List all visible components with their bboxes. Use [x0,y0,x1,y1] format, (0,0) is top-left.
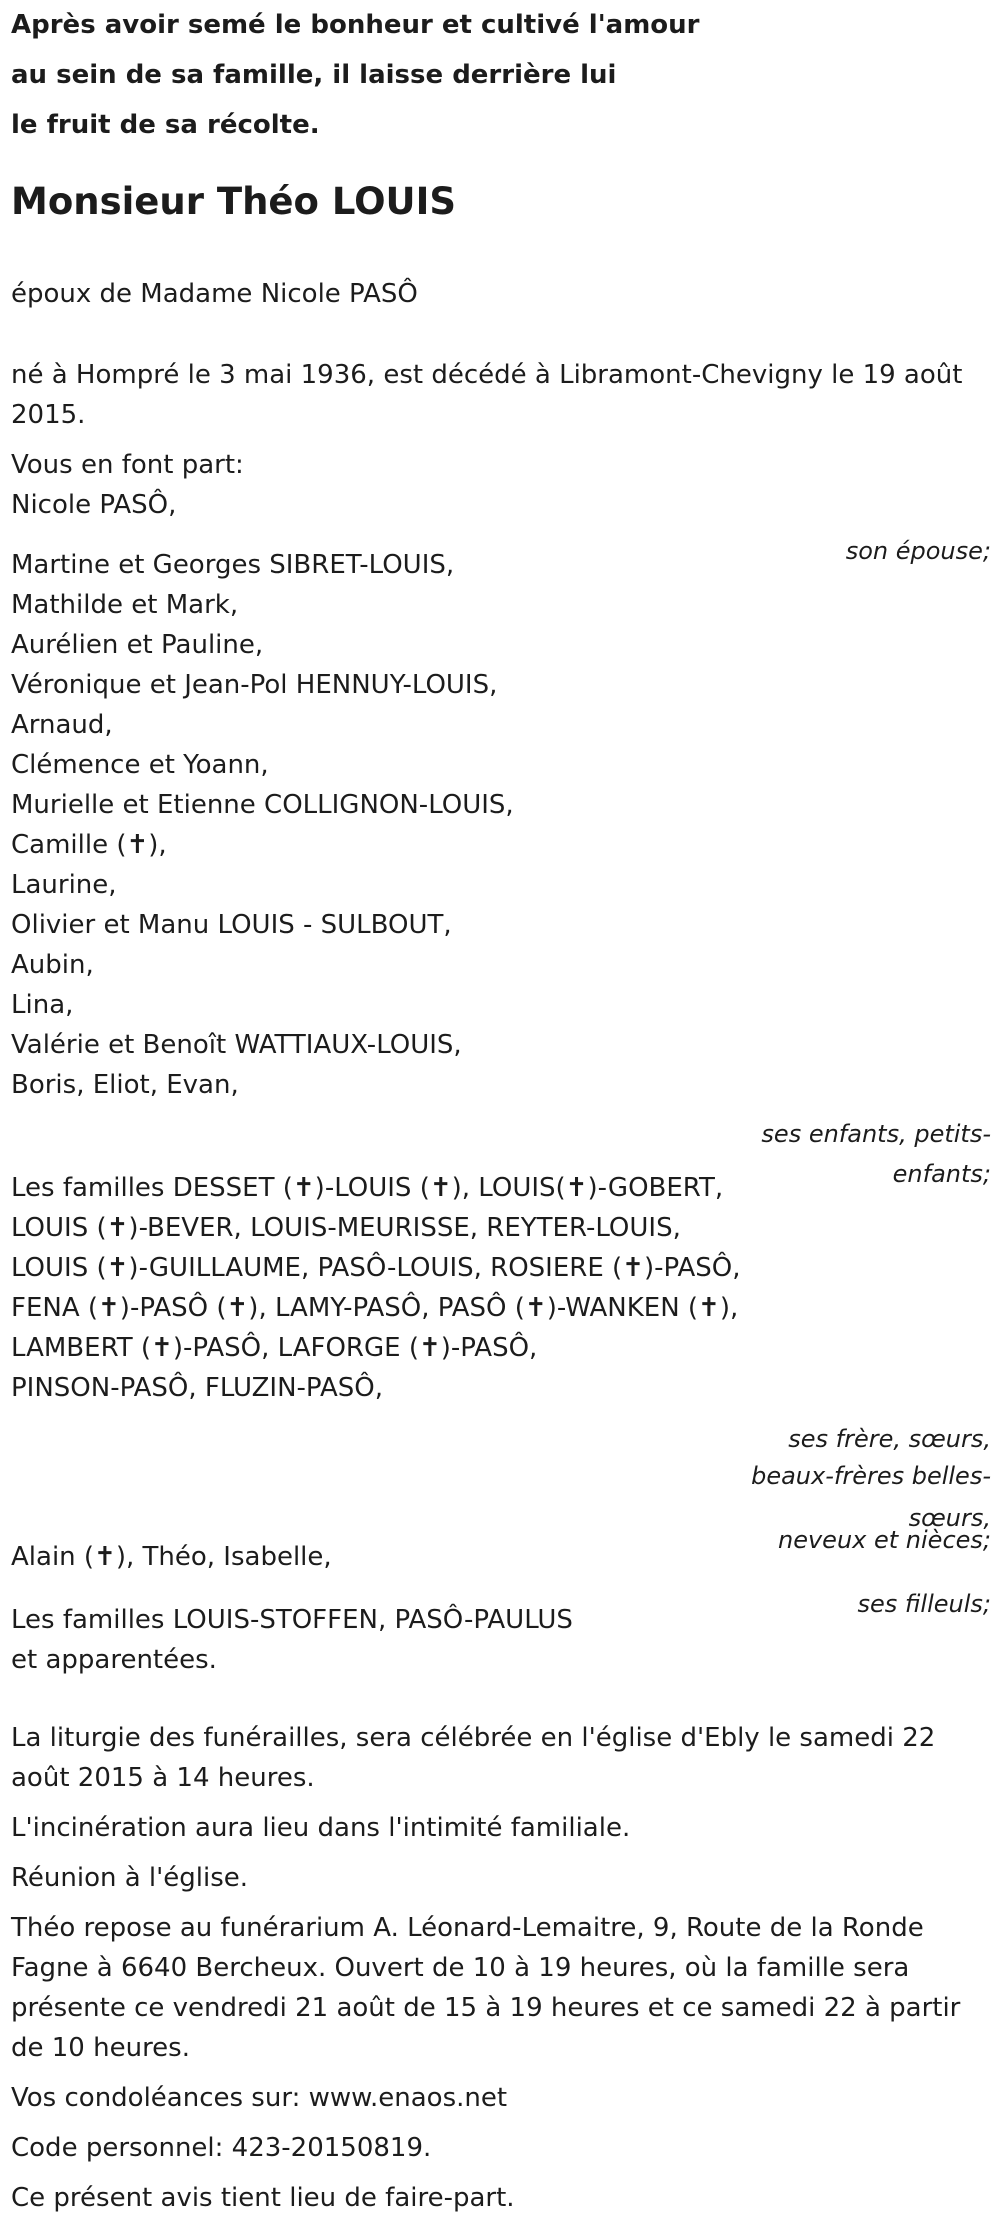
children-list [11,545,514,1105]
list-item: Mathilde et Mark, [11,590,239,620]
list-item: Les familles DESSET (✝)-LOUIS (✝), LOUIS(✝)-GOBERT, [11,1173,724,1203]
list-item: FENA (✝)-PASÔ (✝), LAMY-PASÔ, PASÔ (✝)-WANKEN (✝), [11,1293,739,1323]
list-item: Murielle et Etienne COLLIGNON-LOUIS, [11,790,514,820]
godchildren-line: Alain (✝), Théo, Isabelle, [11,1542,332,1572]
list-item: Martine et Georges SIBRET-LOUIS, [11,550,455,580]
epitaph-line: Après avoir semé le bonheur et cultivé l'amour [11,10,700,40]
children-role: ses enfants, petits- [761,1120,991,1148]
funerarium-line: présente ce vendredi 21 août de 15 à 19 heures et ce samedi 22 à partir [11,1993,961,2023]
list-item: LAMBERT (✝)-PASÔ, LAFORGE (✝)-PASÔ, [11,1333,538,1363]
families-role: ses frère, sœurs, [788,1425,991,1453]
notice-line: Ce présent avis tient lieu de faire-part. [11,2183,515,2213]
condolences-line: Vos condoléances sur: www.enaos.net [11,2083,508,2113]
spouse-role: son épouse; [845,537,991,565]
list-item: Olivier et Manu LOUIS - SULBOUT, [11,910,452,940]
liturgy-line: La liturgie des funérailles, sera célébrée en l'église d'Ebly le samedi 22 [11,1723,936,1753]
funerarium-line: Théo repose au funérarium A. Léonard-Lemaitre, 9, Route de la Ronde [11,1913,924,1943]
list-item: Lina, [11,990,74,1020]
reunion-line: Réunion à l'église. [11,1863,249,1893]
epitaph-line: au sein de sa famille, il laisse derrière lui [11,60,617,90]
godchildren-role: ses filleuls; [857,1590,991,1618]
others-line: Les familles LOUIS-STOFFEN, PASÔ-PAULUS [11,1605,573,1635]
children-role: enfants; [892,1160,991,1188]
list-item: PINSON-PASÔ, FLUZIN-PASÔ, [11,1373,383,1403]
list-item: Clémence et Yoann, [11,750,269,780]
spouse-line: époux de Madame Nicole PASÔ [11,279,418,309]
spouse-name: Nicole PASÔ, [11,490,177,520]
families-role: beaux-frères belles- [751,1462,991,1490]
list-item: Boris, Eliot, Evan, [11,1070,239,1100]
list-item: Aurélien et Pauline, [11,630,264,660]
epitaph-line: le fruit de sa récolte. [11,110,320,140]
birth-death-line: 2015. [11,400,86,430]
list-item: Laurine, [11,870,117,900]
incineration-line: L'incinération aura lieu dans l'intimité familiale. [11,1813,631,1843]
families-role: sœurs, [908,1504,991,1532]
others-line: et apparentées. [11,1645,217,1675]
families-role: neveux et nièces; [778,1526,991,1554]
birth-death-line: né à Hompré le 3 mai 1936, est décédé à Libramont-Chevigny le 19 août [11,360,963,390]
list-item: Camille (✝), [11,830,167,860]
funerarium-line: Fagne à 6640 Bercheux. Ouvert de 10 à 19 heures, où la famille sera [11,1953,910,1983]
list-item: Valérie et Benoît WATTIAUX-LOUIS, [11,1030,462,1060]
list-item: LOUIS (✝)-BEVER, LOUIS-MEURISSE, REYTER-LOUIS, [11,1213,681,1243]
list-item: Arnaud, [11,710,113,740]
families-list [11,1168,741,1408]
personal-code-line: Code personnel: 423-20150819. [11,2133,432,2163]
deceased-name: Monsieur Théo LOUIS [11,180,456,223]
list-item: LOUIS (✝)-GUILLAUME, PASÔ-LOUIS, ROSIERE (✝)-PASÔ, [11,1253,741,1283]
liturgy-line: août 2015 à 14 heures. [11,1763,315,1793]
list-item: Véronique et Jean-Pol HENNUY-LOUIS, [11,670,498,700]
funerarium-line: de 10 heures. [11,2033,190,2063]
announce-line: Vous en font part: [11,450,244,480]
list-item: Aubin, [11,950,94,980]
